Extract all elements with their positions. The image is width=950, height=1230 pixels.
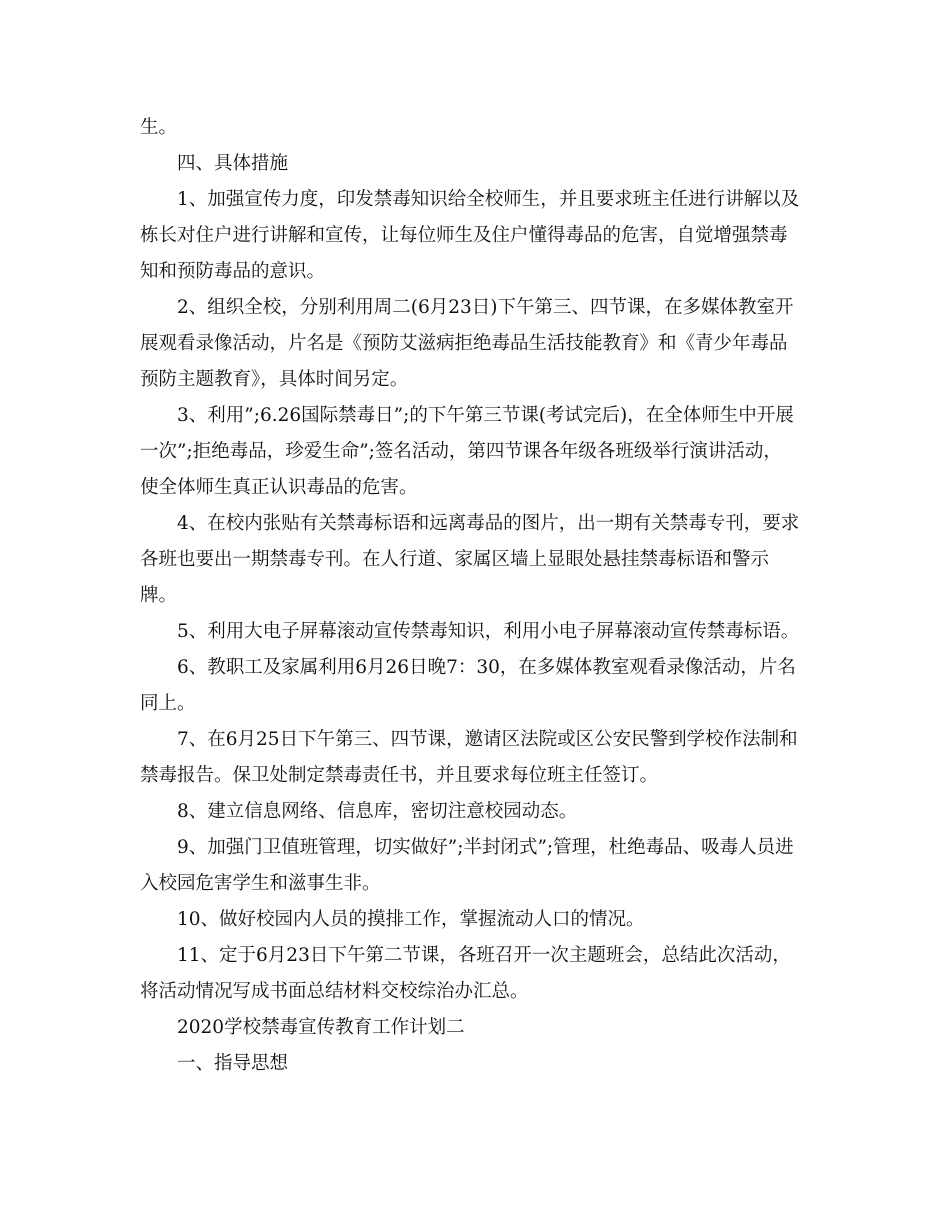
- paragraph-line: 牌。: [140, 585, 178, 606]
- paragraph-line: 10、做好校园内人员的摸排工作，掌握流动人口的情况。: [177, 909, 645, 930]
- paragraph-line: 栋长对住户进行讲解和宣传，让每位师生及住户懂得毒品的危害，自觉增强禁毒: [140, 225, 788, 246]
- paragraph-line: 生。: [140, 117, 178, 138]
- paragraph-line: 预防主题教育》，具体时间另定。: [140, 369, 409, 390]
- section-heading: 四、具体措施: [177, 153, 289, 174]
- paragraph-line: 6、教职工及家属利用6月26日晚7：30，在多媒体教室观看录像活动，片名: [177, 657, 796, 678]
- paragraph-line: 3、利用”;6.26国际禁毒日”;的下午第三节课(考试完后)，在全体师生中开展: [177, 405, 794, 426]
- paragraph-line: 2、组织全校，分别利用周二(6月23日)下午第三、四节课，在多媒体教室开: [177, 297, 794, 318]
- paragraph-line: 使全体师生真正认识毒品的危害。: [140, 477, 418, 498]
- paragraph-line: 一次”;拒绝毒品，珍爱生命”;签名活动，第四节课各年级各班级举行演讲活动，: [140, 441, 782, 462]
- paragraph-line: 5、利用大电子屏幕滚动宣传禁毒知识，利用小电子屏幕滚动宣传禁毒标语。: [177, 621, 800, 642]
- paragraph-line: 将活动情况写成书面总结材料交校综治办汇总。: [140, 981, 529, 1002]
- document-subtitle: 2020学校禁毒宣传教育工作计划二: [177, 1017, 465, 1038]
- paragraph-line: 知和预防毒品的意识。: [140, 261, 326, 282]
- paragraph-line: 展观看录像活动，片名是《预防艾滋病拒绝毒品生活技能教育》和《青少年毒品: [140, 333, 788, 354]
- paragraph-line: 同上。: [140, 693, 196, 714]
- document-body: [140, 110, 820, 1082]
- paragraph-line: 9、加强门卫值班管理，切实做好”;半封闭式”;管理，杜绝毒品、吸毒人员进: [177, 837, 794, 858]
- paragraph-line: 8、建立信息网络、信息库，密切注意校园动态。: [177, 801, 578, 822]
- paragraph-line: 禁毒报告。保卫处制定禁毒责任书，并且要求每位班主任签订。: [140, 765, 659, 786]
- paragraph-line: 7、在6月25日下午第三、四节课，邀请区法院或区公安民警到学校作法制和: [177, 729, 798, 750]
- paragraph-line: 入校园危害学生和滋事生非。: [140, 873, 381, 894]
- paragraph-line: 1、加强宣传力度，印发禁毒知识给全校师生，并且要求班主任进行讲解以及: [177, 189, 800, 210]
- section-heading: 一、指导思想: [177, 1053, 289, 1074]
- paragraph-line: 各班也要出一期禁毒专刊。在人行道、家属区墙上显眼处悬挂禁毒标语和警示: [140, 549, 770, 570]
- paragraph-line: 11、定于6月23日下午第二节课，各班召开一次主题班会，总结此次活动，: [177, 945, 791, 966]
- paragraph-line: 4、在校内张贴有关禁毒标语和远离毒品的图片，出一期有关禁毒专刊，要求: [177, 513, 800, 534]
